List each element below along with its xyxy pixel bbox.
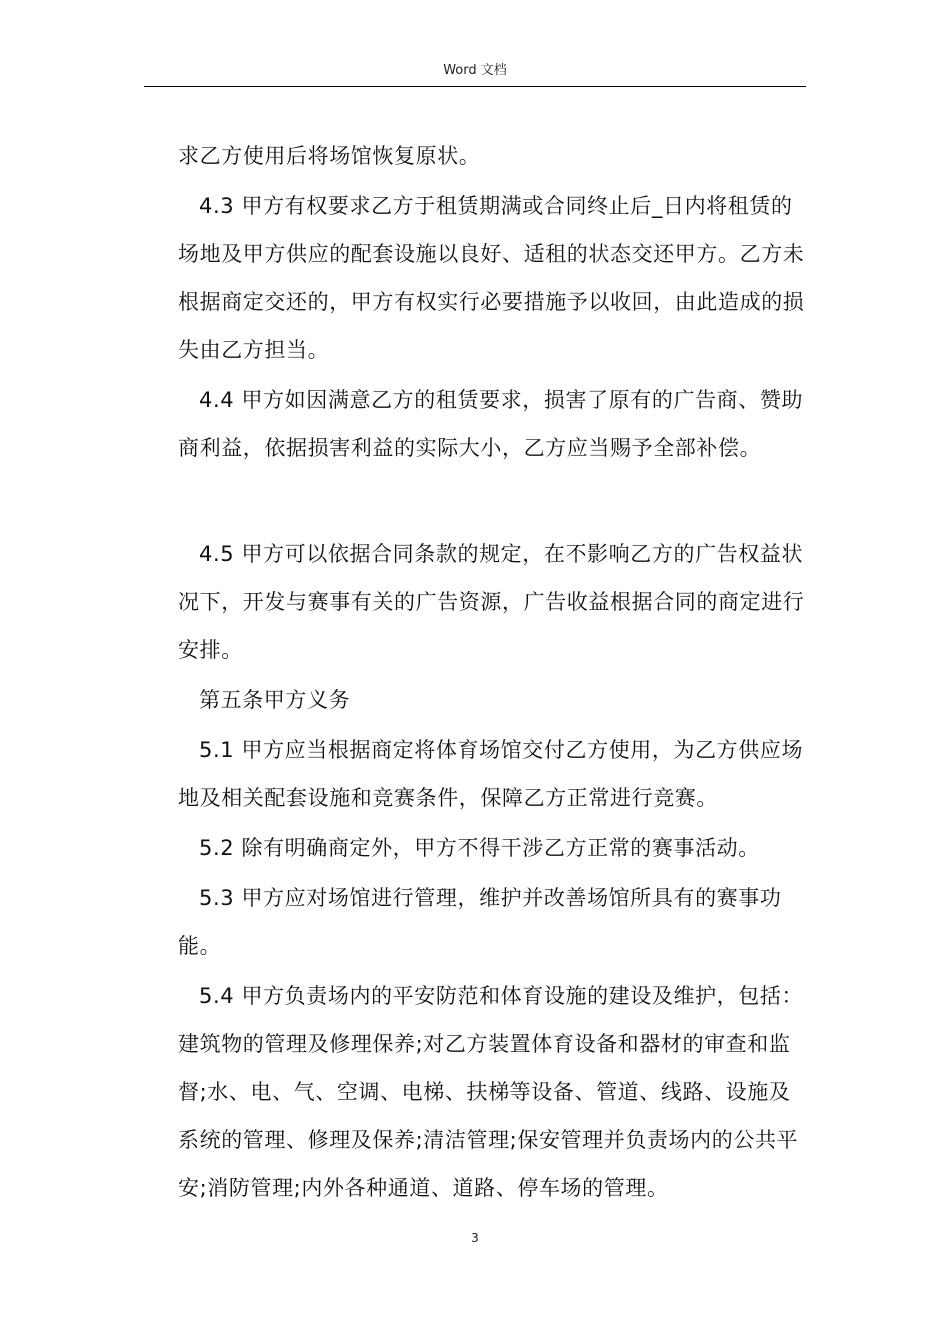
page-number: 3 [471,1231,479,1245]
page-header: Word 文档 [443,63,507,78]
paragraph-continuation: 求乙方使用后将场馆恢复原状。 [178,144,481,168]
paragraph-4-4: 4.4 甲方如因满意乙方的租赁要求，损害了原有的广告商、赞助商利益，依据损害利益的实际大小，乙方应当赐予全部补偿。 [178,388,804,460]
section-heading-article-5: 第五条甲方义务 [199,688,351,712]
document-body [178,132,810,1214]
paragraph-5-2: 5.2 除有明确商定外，甲方不得干涉乙方正常的赛事活动。 [199,836,760,860]
header-divider [144,86,806,87]
paragraph-4-5: 4.5 甲方可以依据合同条款的规定，在不影响乙方的广告权益状况下，开发与赛事有关的广告资源，广告收益根据合同的商定进行安排。 [178,542,805,662]
paragraph-4-3: 4.3 甲方有权要求乙方于租赁期满或合同终止后_日内将租赁的场地及甲方供应的配套设施以良好、适租的状态交还甲方。乙方未根据商定交还的，甲方有权实行必要措施予以收回，由此造成的损失由乙方担当。 [178,194,805,362]
paragraph-5-4: 5.4 甲方负责场内的平安防范和体育设施的建设及维护，包括：建筑物的管理及修理保养;对乙方装置体育设备和器材的审查和监督;水、电、气、空调、电梯、扶梯等设备、管道、线路、设施及系统的管理、修理及保养;清洁管理;保安管理并负责场内的公共平安;消防管理;内外各种通道、道路、停车场的管理。 [178,984,804,1200]
paragraph-5-3: 5.3 甲方应对场馆进行管理，维护并改善场馆所具有的赛事功能。 [178,886,782,958]
paragraph-5-1: 5.1 甲方应当根据商定将体育场馆交付乙方使用，为乙方供应场地及相关配套设施和竞赛条件，保障乙方正常进行竞赛。 [178,738,804,810]
